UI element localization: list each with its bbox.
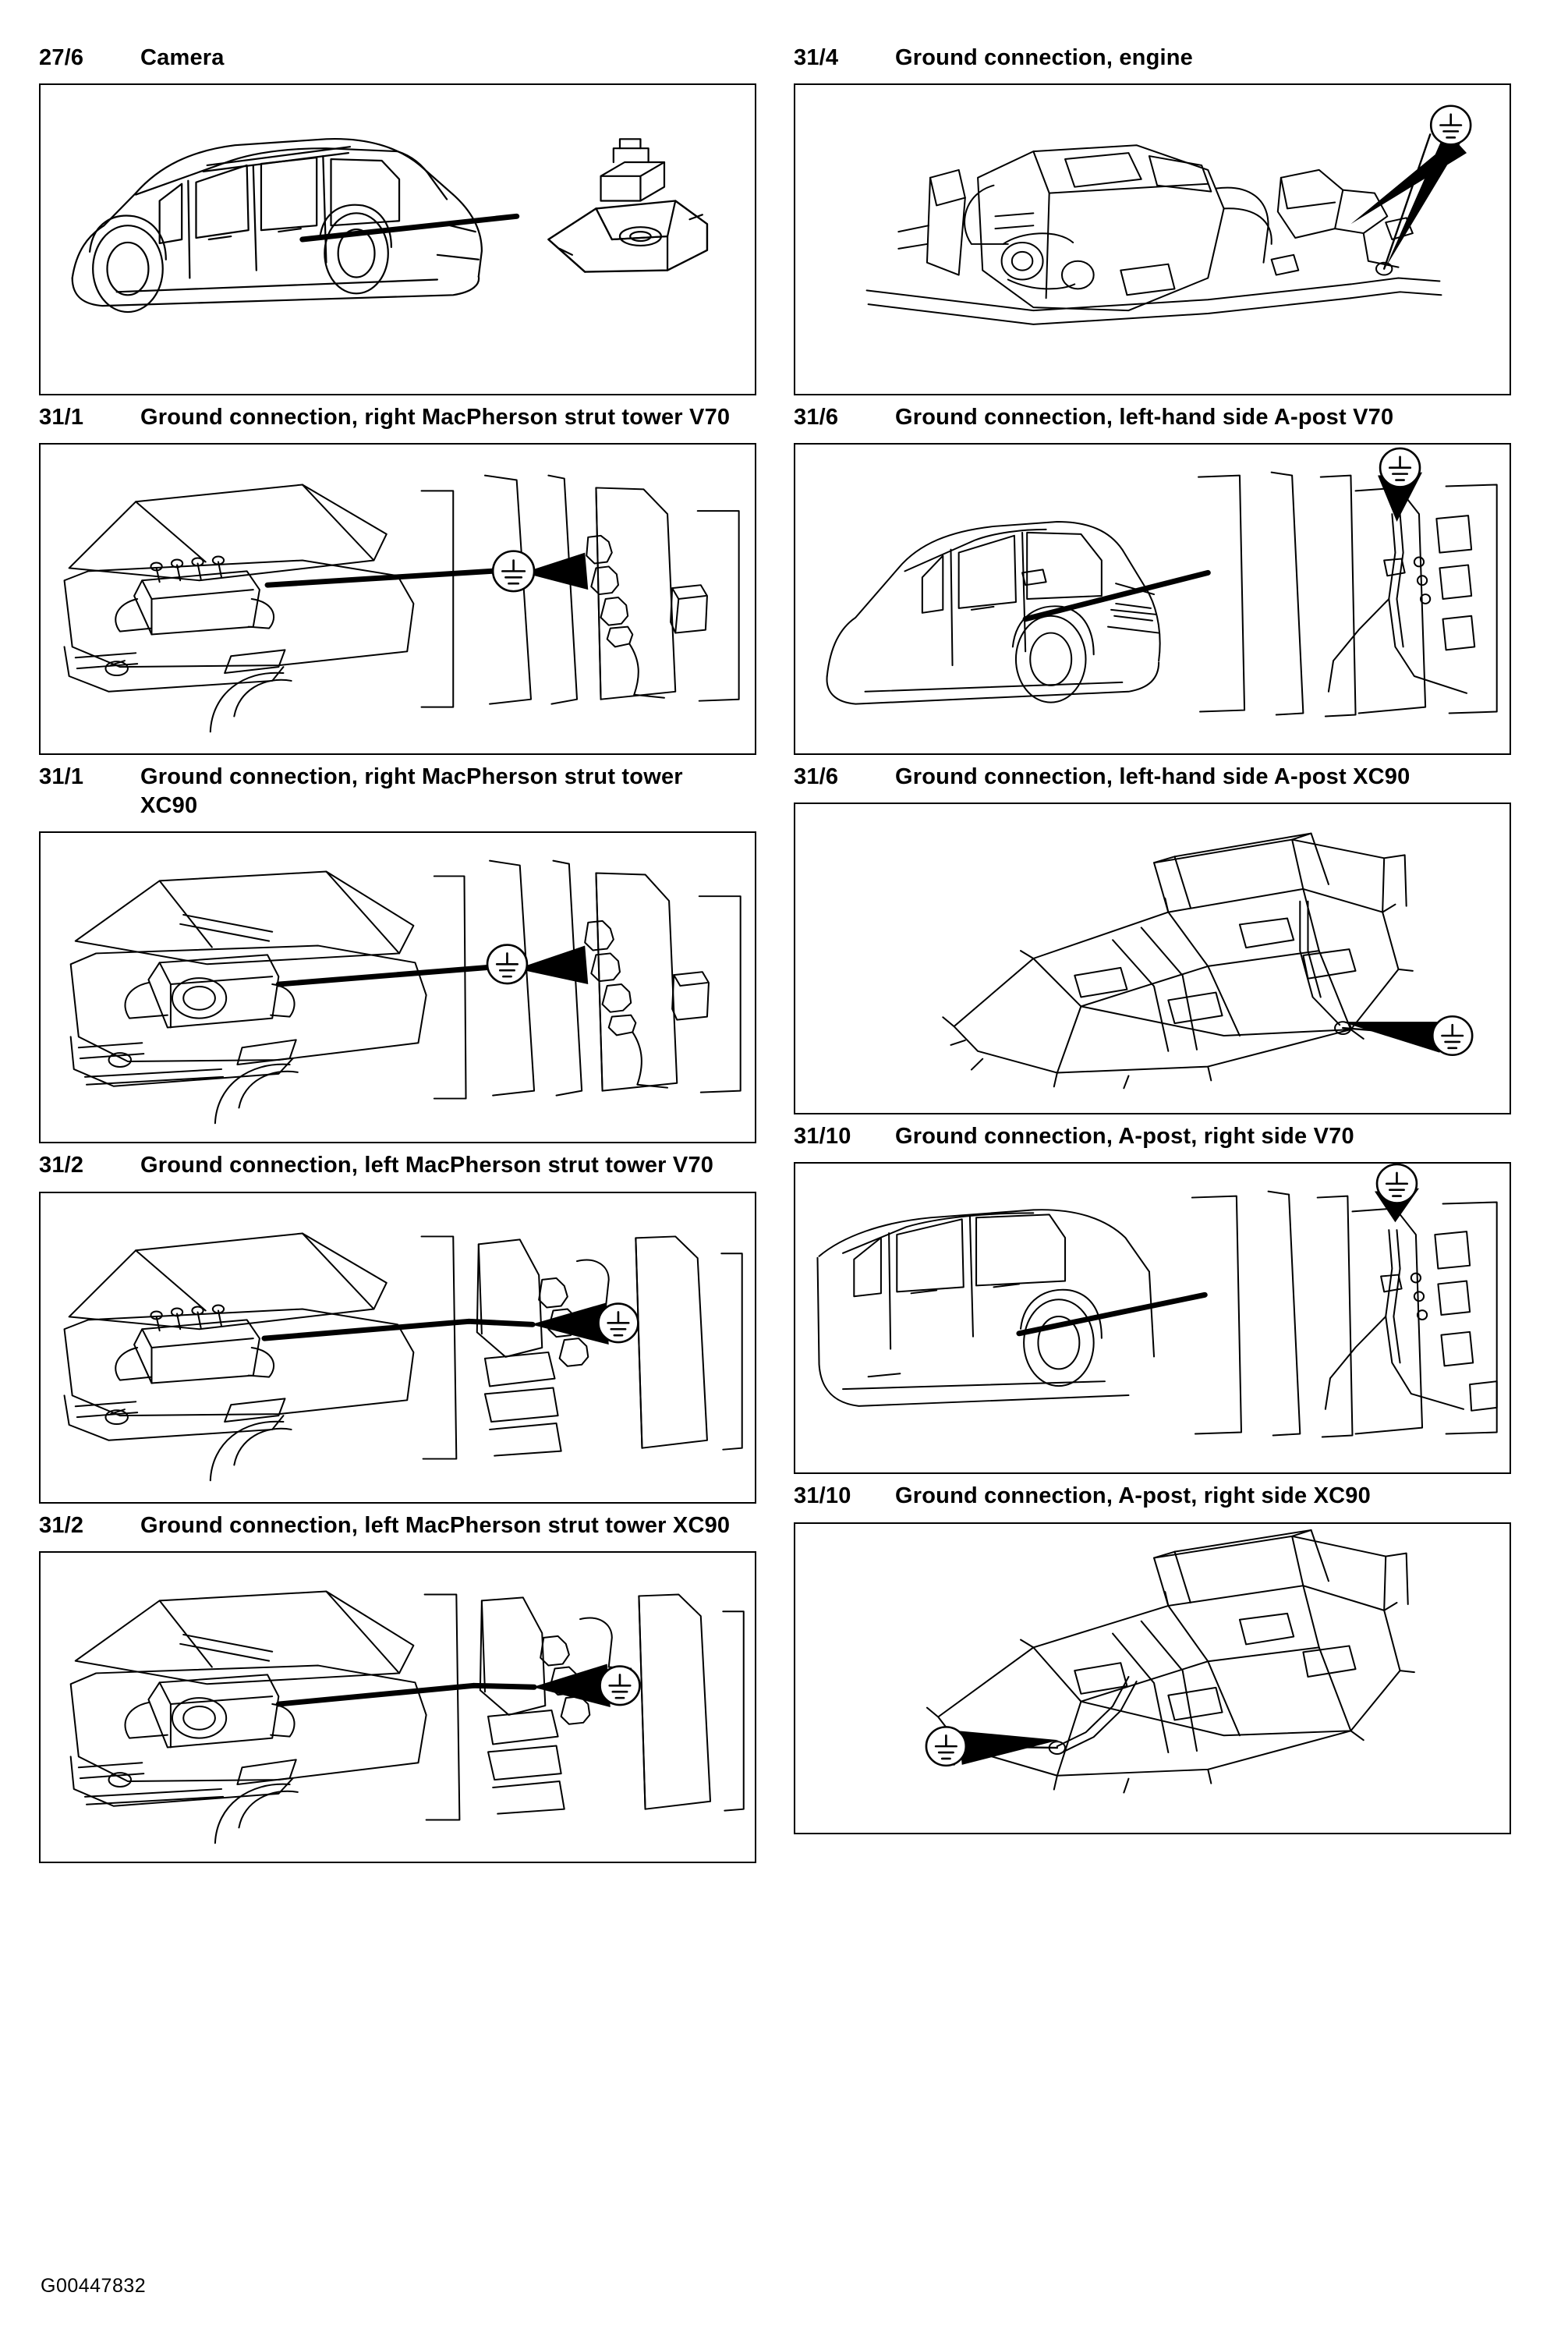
caption-title: Ground connection, engine <box>895 45 1193 70</box>
engine-illustration <box>795 85 1510 394</box>
entry-ground-31-10-v70 <box>794 1122 1511 1474</box>
caption-code: 31/10 <box>794 1124 851 1150</box>
figure-camera-xc90 <box>39 83 756 395</box>
figure-ground-31-2-xc90 <box>39 1551 756 1863</box>
caption-title: Ground connection, left MacPherson strut tower V70 <box>140 1153 714 1178</box>
figure-ground-31-1-v70 <box>39 443 756 755</box>
caption-title: Ground connection, right MacPherson strut tower V70 <box>140 405 731 431</box>
figure-ground-31-2-v70 <box>39 1192 756 1504</box>
caption-code: 27/6 <box>39 45 84 70</box>
entry-ground-31-6-v70 <box>794 403 1511 755</box>
figure-ground-31-4-engine <box>794 83 1511 395</box>
entry-ground-31-1-xc90 <box>39 763 756 1143</box>
right-column <box>794 44 1511 1871</box>
caption <box>794 403 1511 432</box>
entry-ground-31-2-v70 <box>39 1151 756 1503</box>
caption-code: 31/2 <box>39 1512 84 1538</box>
engine-bay-illustration <box>41 1193 755 1502</box>
entry-ground-31-4-engine <box>794 44 1511 395</box>
caption-code: 31/6 <box>794 405 839 431</box>
entry-ground-31-6-xc90 <box>794 763 1511 1114</box>
caption <box>39 1151 756 1180</box>
entry-ground-31-10-xc90 <box>794 1482 1511 1834</box>
caption-code: 31/1 <box>39 405 84 431</box>
document-reference-code: G00447832 <box>41 2275 147 2297</box>
caption-title: Ground connection, A-post, right side XC90 <box>895 1483 1371 1509</box>
a-post-illustration <box>795 1164 1510 1472</box>
camera-illustration <box>41 85 755 394</box>
engine-bay-illustration <box>41 1553 755 1862</box>
body-structure-illustration <box>795 804 1510 1113</box>
engine-bay-illustration <box>41 445 755 753</box>
caption <box>39 1511 756 1540</box>
figure-ground-31-10-xc90 <box>794 1522 1511 1834</box>
a-post-illustration <box>795 445 1510 753</box>
caption <box>39 44 756 73</box>
engine-bay-illustration <box>41 833 755 1142</box>
caption-title: Ground connection, right MacPherson strut tower XC90 <box>140 764 683 819</box>
figure-ground-31-6-v70 <box>794 443 1511 755</box>
caption-title: Ground connection, A-post, right side V70 <box>895 1124 1354 1150</box>
entry-camera <box>39 44 756 395</box>
caption <box>794 44 1511 73</box>
caption-code: 31/4 <box>794 45 839 70</box>
body-structure-illustration <box>795 1524 1510 1833</box>
caption <box>794 1482 1511 1511</box>
figure-ground-31-6-xc90 <box>794 803 1511 1114</box>
caption-title: Ground connection, left MacPherson strut tower XC90 <box>140 1512 731 1538</box>
caption <box>794 763 1511 792</box>
left-column <box>39 44 756 1871</box>
entry-ground-31-1-v70 <box>39 403 756 755</box>
caption-title: Camera <box>140 45 225 70</box>
caption <box>794 1122 1511 1151</box>
caption <box>39 763 756 820</box>
caption-title: Ground connection, left-hand side A-post V70 <box>895 405 1394 431</box>
entry-ground-31-2-xc90 <box>39 1511 756 1863</box>
caption <box>39 403 756 432</box>
caption-code: 31/10 <box>794 1483 851 1509</box>
figure-ground-31-10-v70 <box>794 1162 1511 1474</box>
caption-code: 31/6 <box>794 764 839 790</box>
caption-code: 31/1 <box>39 764 84 790</box>
figure-ground-31-1-xc90 <box>39 831 756 1143</box>
caption-code: 31/2 <box>39 1153 84 1178</box>
caption-title: Ground connection, left-hand side A-post XC90 <box>895 764 1410 790</box>
